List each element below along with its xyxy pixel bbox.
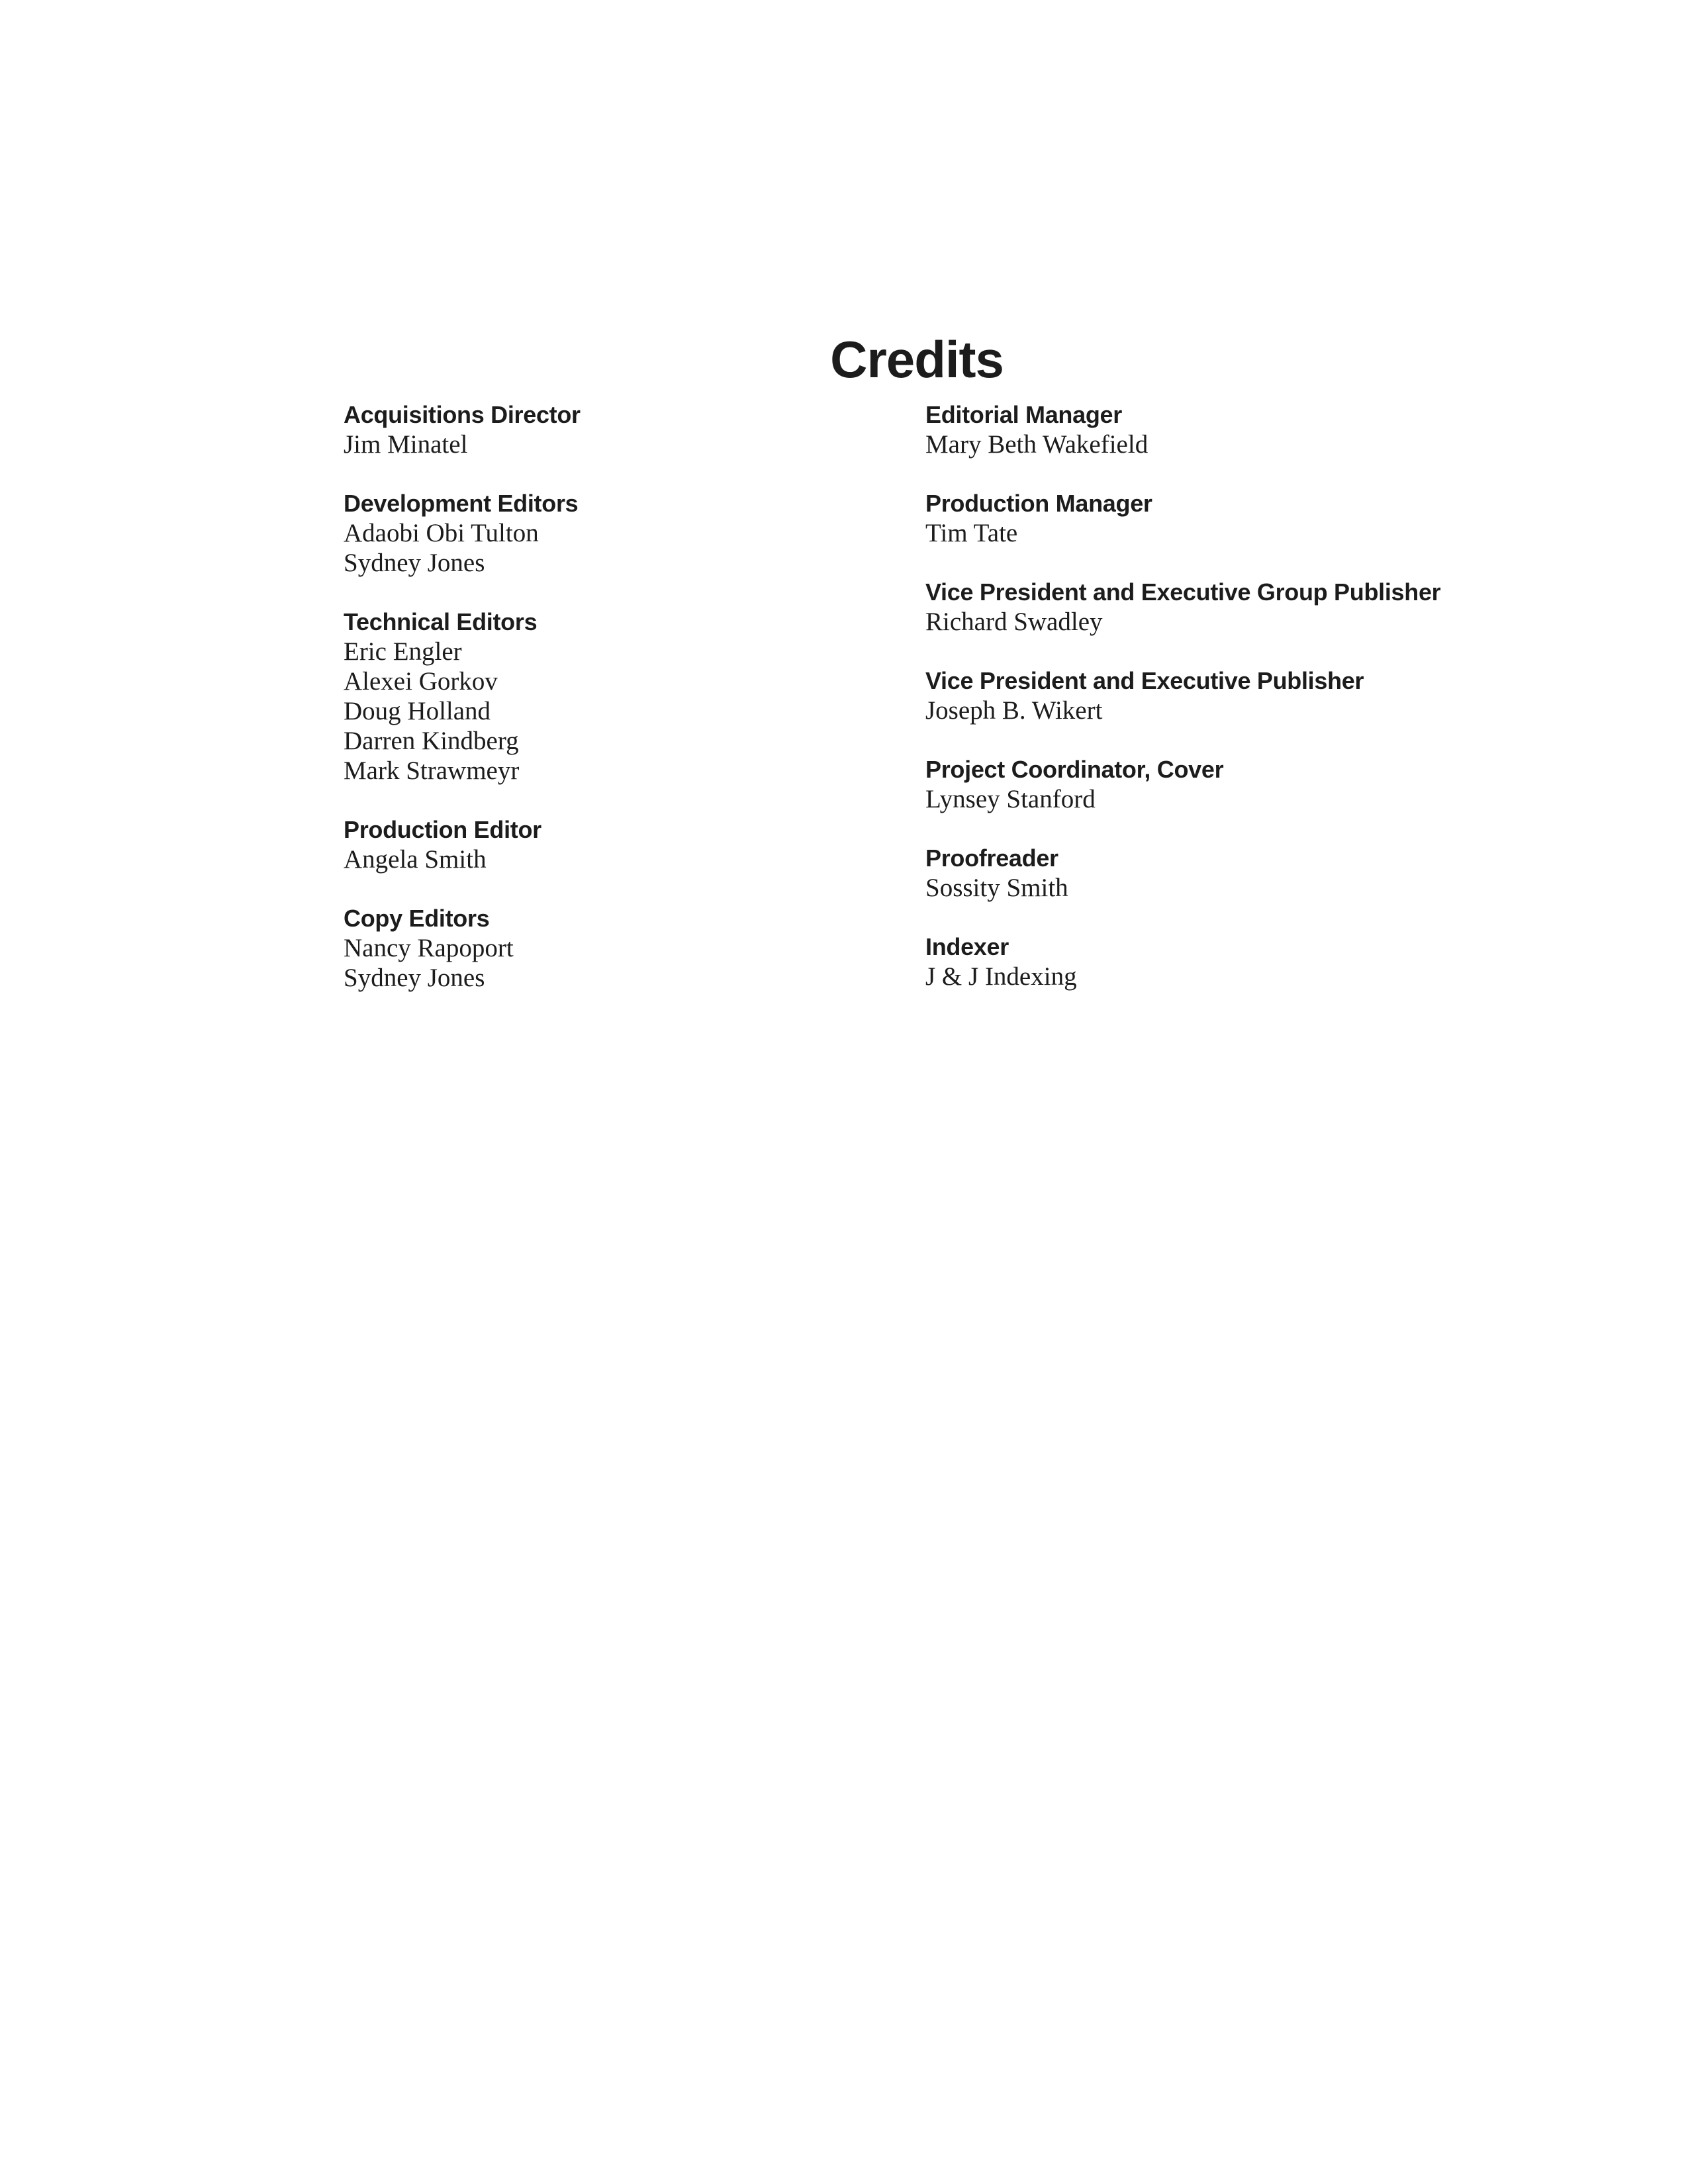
page-title: Credits	[830, 330, 1004, 388]
credit-role: Copy Editors	[344, 905, 490, 932]
credit-name: Joseph B. Wikert	[925, 696, 1103, 725]
credit-group-editorial-manager	[925, 400, 1587, 459]
credit-name: Tim Tate	[925, 519, 1018, 547]
credit-group-copy-editors	[344, 903, 886, 993]
credit-name: Jim Minatel	[344, 430, 468, 459]
credit-name: Mark Strawmeyr	[344, 756, 520, 785]
credit-role: Indexer	[925, 933, 1009, 960]
credit-role: Editorial Manager	[925, 401, 1122, 428]
credit-group-indexer	[925, 932, 1587, 991]
credit-name: Eric Engler	[344, 637, 462, 666]
credit-name: Alexei Gorkov	[344, 667, 498, 696]
credit-name: Adaobi Obi Tulton	[344, 519, 539, 547]
credit-role: Development Editors	[344, 490, 579, 517]
credit-name: Sydney Jones	[344, 964, 485, 992]
credit-name: Richard Swadley	[925, 608, 1103, 636]
credit-role: Project Coordinator, Cover	[925, 756, 1224, 783]
credit-group-vp-executive-group-publisher	[925, 577, 1587, 637]
credit-group-project-coordinator-cover	[925, 754, 1587, 814]
credit-name: Angela Smith	[344, 845, 487, 874]
credit-role: Vice President and Executive Publisher	[925, 667, 1364, 694]
credit-name: J & J Indexing	[925, 962, 1077, 991]
credit-group-technical-editors	[344, 607, 886, 786]
credit-name: Doug Holland	[344, 697, 491, 725]
credit-name: Nancy Rapoport	[344, 934, 514, 962]
credit-name: Lynsey Stanford	[925, 785, 1096, 813]
credit-group-production-manager	[925, 488, 1587, 548]
credit-role: Production Manager	[925, 490, 1152, 517]
credit-name: Darren Kindberg	[344, 727, 519, 755]
credit-name: Sydney Jones	[344, 549, 485, 577]
credit-name: Mary Beth Wakefield	[925, 430, 1149, 459]
credit-role: Vice President and Executive Group Publisher	[925, 578, 1441, 606]
credit-group-production-editor	[344, 815, 886, 874]
credit-group-acquisitions-director	[344, 400, 886, 459]
credits-right-column	[925, 400, 1587, 1021]
credit-role: Acquisitions Director	[344, 401, 581, 428]
credit-group-proofreader	[925, 843, 1587, 903]
credit-role: Production Editor	[344, 816, 541, 843]
credits-left-column	[344, 400, 886, 1022]
credit-group-vp-executive-publisher	[925, 666, 1587, 725]
credit-group-development-editors	[344, 488, 886, 578]
credit-name: Sossity Smith	[925, 874, 1068, 902]
credit-role: Proofreader	[925, 844, 1058, 872]
credit-role: Technical Editors	[344, 608, 538, 635]
